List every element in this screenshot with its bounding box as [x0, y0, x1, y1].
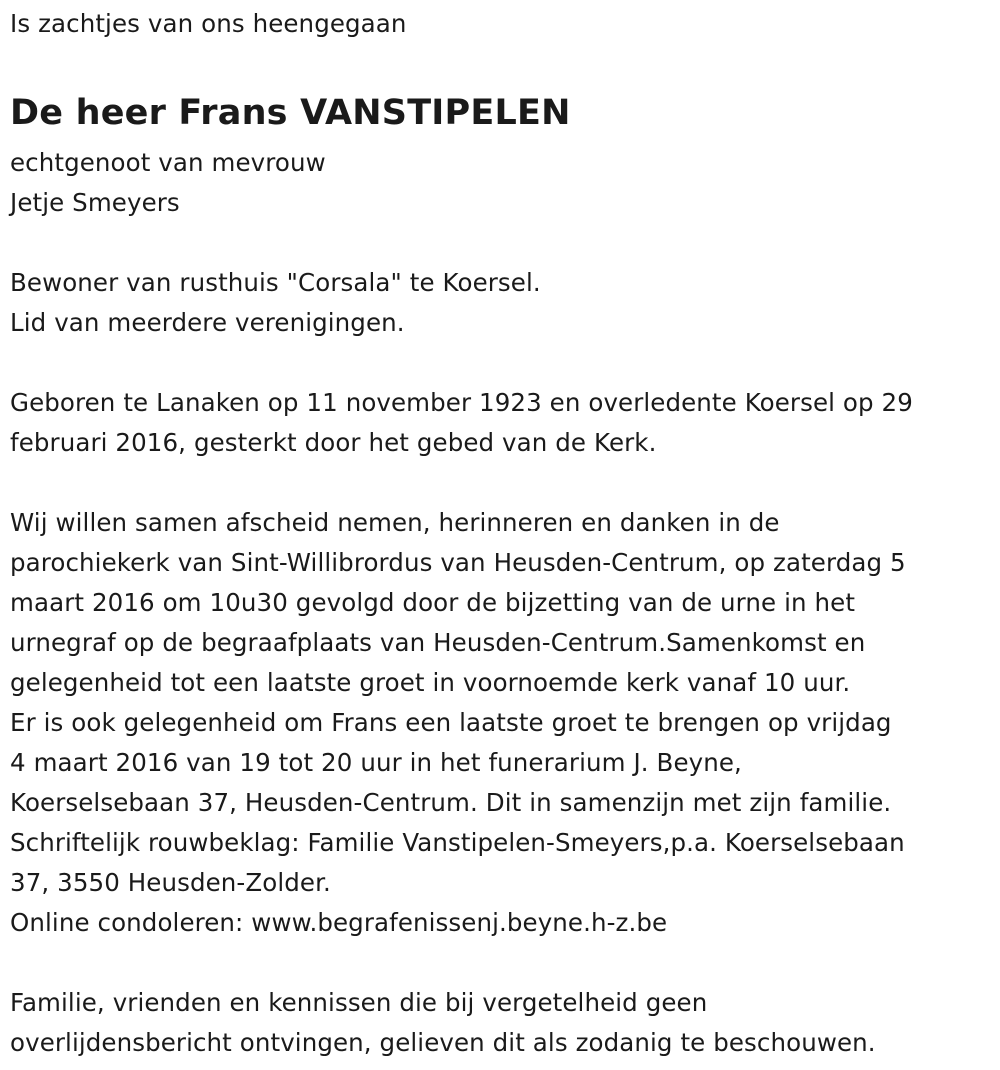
ceremony-line: Koerselsebaan 37, Heusden-Centrum. Dit in samenzijn met zijn familie.	[10, 788, 892, 817]
spouse-line-2: Jetje Smeyers	[10, 188, 180, 217]
ceremony-line: 37, 3550 Heusden-Zolder.	[10, 868, 331, 897]
residence-line-1: Bewoner van rusthuis "Corsala" te Koersel.	[10, 268, 541, 297]
ceremony-line: Er is ook gelegenheid om Frans een laatste groet te brengen op vrijdag	[10, 708, 892, 737]
ceremony-line: Schriftelijk rouwbeklag: Familie Vanstipelen-Smeyers,p.a. Koerselsebaan	[10, 828, 905, 857]
spacer	[10, 943, 985, 983]
residence-line-2: Lid van meerdere verenigingen.	[10, 308, 405, 337]
birth-death-line-2: februari 2016, gesterkt door het gebed van de Kerk.	[10, 428, 657, 457]
ceremony-line: 4 maart 2016 van 19 tot 20 uur in het funerarium J. Beyne,	[10, 748, 742, 777]
deceased-name: De heer Frans VANSTIPELEN	[10, 93, 571, 133]
spouse-line-1: echtgenoot van mevrouw	[10, 148, 326, 177]
ceremony-line: urnegraf op de begraafplaats van Heusden-Centrum.Samenkomst en	[10, 628, 866, 657]
closing-line-1: Familie, vrienden en kennissen die bij vergetelheid geen	[10, 988, 708, 1017]
ceremony-line: gelegenheid tot een laatste groet in voornoemde kerk vanaf 10 uur.	[10, 668, 851, 697]
ceremony-line: maart 2016 om 10u30 gevolgd door de bijzetting van de urne in het	[10, 588, 856, 617]
ceremony-line: Wij willen samen afscheid nemen, herinneren en danken in de	[10, 508, 780, 537]
intro-text: Is zachtjes van ons heengegaan	[10, 9, 407, 38]
obituary-notice	[10, 0, 985, 1063]
ceremony-line: parochiekerk van Sint-Willibrordus van Heusden-Centrum, op zaterdag 5	[10, 548, 906, 577]
spacer	[10, 343, 985, 383]
closing-line-2: overlijdensbericht ontvingen, gelieven dit als zodanig te beschouwen.	[10, 1028, 876, 1057]
online-condolence-line: Online condoleren: www.begrafenissenj.beyne.h-z.be	[10, 908, 668, 937]
spacer	[10, 223, 985, 263]
spacer	[10, 463, 985, 503]
birth-death-line-1: Geboren te Lanaken op 11 november 1923 en overledente Koersel op 29	[10, 388, 913, 417]
